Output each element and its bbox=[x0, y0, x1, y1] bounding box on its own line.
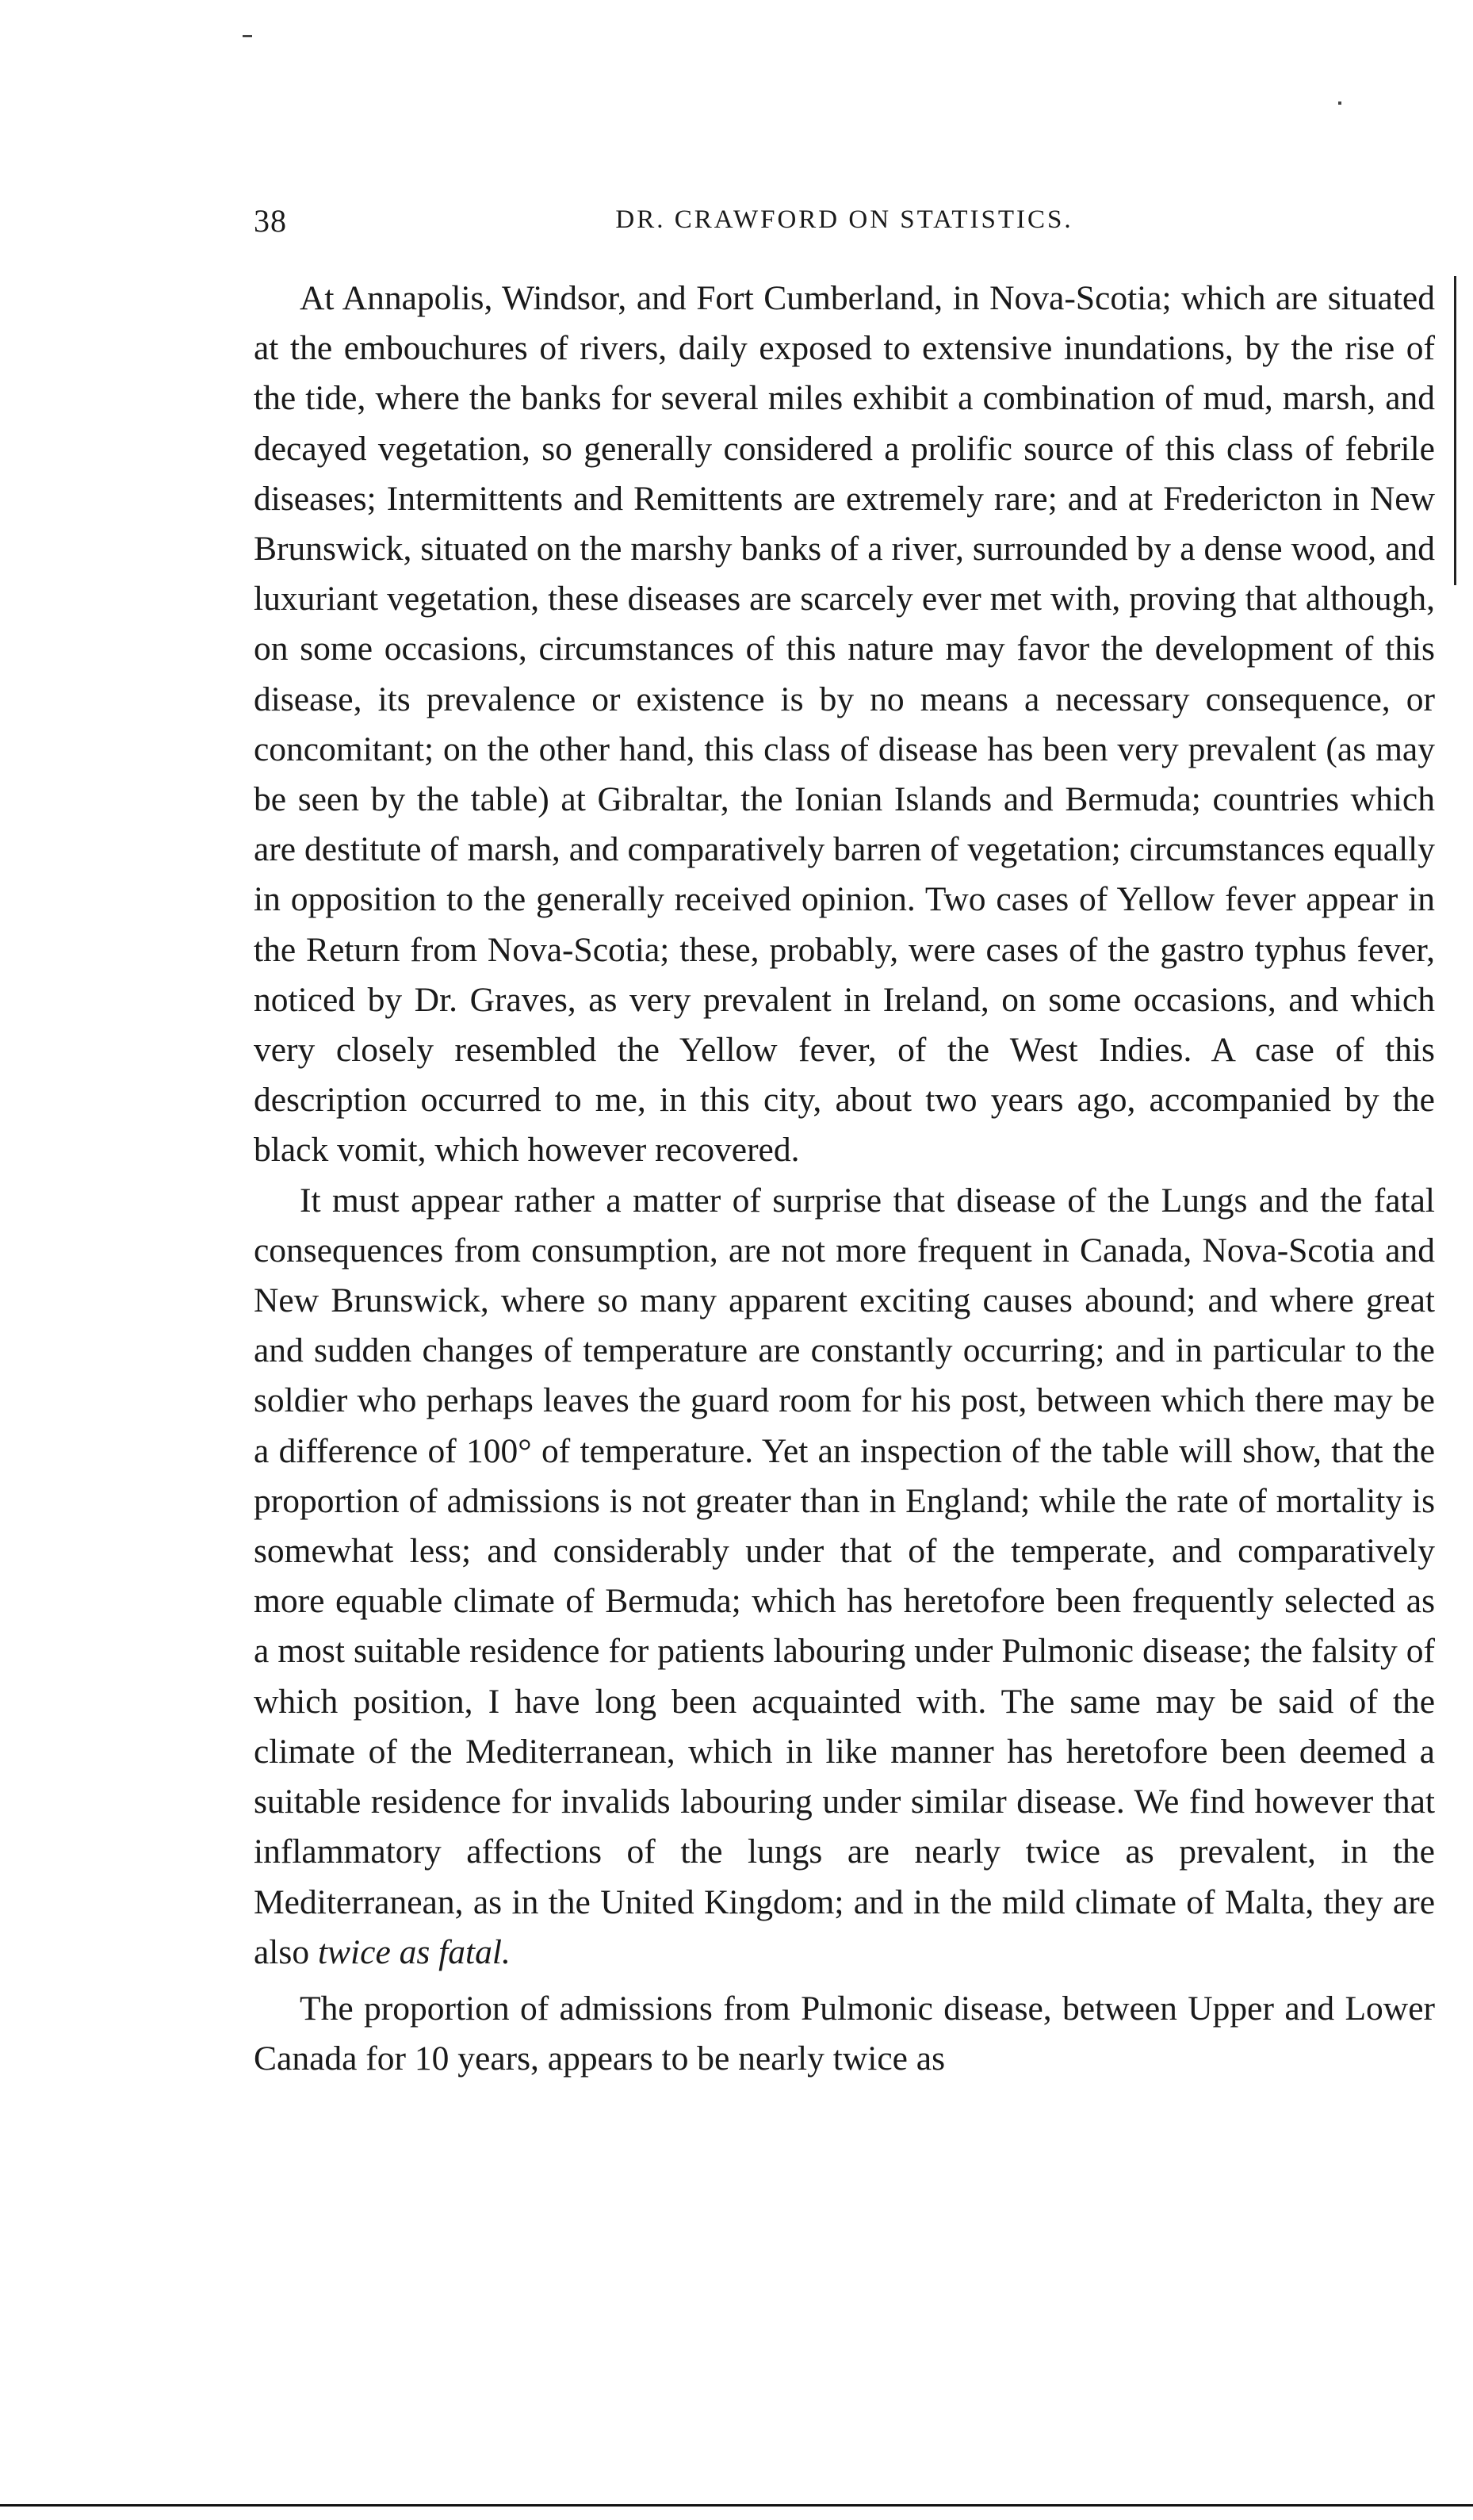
italic-emphasis: twice as fatal. bbox=[317, 1932, 511, 1971]
paragraph: At Annapolis, Windsor, and Fort Cumberland, in Nova-Scotia; which are situated at the embouchures of rivers, daily exposed to extensive inundations, by the rise of the tide, where the banks for several miles exhibit a combination of mud, marsh, and decayed vegetation, so generally considered a prolific source of this class of febrile diseases; Intermittents and Remittents are extremely rare; and at Fredericton in New Brunswick, situated on the marshy banks of a river, surrounded by a dense wood, and luxuriant vegetation, these diseases are scarcely ever met with, proving that although, on some occasions, circumstances of this nature may favor the development of this disease, its prevalence or existence is by no means a necessary consequence, or concomitant; on the other hand, this class of disease has been very prevalent (as may be seen by the table) at Gibraltar, the Ionian Islands and Bermuda; countries which are destitute of marsh, and comparatively barren of vegetation; circumstances equally in opposition to the generally received opinion. Two cases of Yellow fever appear in the Return from Nova-Scotia; these, probably, were cases of the gastro typhus fever, noticed by Dr. Graves, as very prevalent in Ireland, on some occasions, and which very closely resembled the Yellow fever, of the West Indies. A case of this description occurred to me, in this city, about two years ago, accompanied by the black vomit, which however recovered. bbox=[254, 279, 1435, 1170]
scan-edge bbox=[0, 2504, 1473, 2507]
running-head: DR. CRAWFORD ON STATISTICS. bbox=[615, 205, 1073, 234]
margin-rule bbox=[1454, 276, 1456, 585]
page-number: 38 bbox=[254, 203, 287, 239]
scan-speck bbox=[1338, 101, 1341, 105]
scan-speck bbox=[243, 35, 252, 37]
paragraph-tail: they are also bbox=[254, 1882, 1436, 1971]
paragraph: The proportion of admissions from Pulmonic disease, between Upper and Lower Canada for 10 years, appears to be nearly twice as bbox=[254, 1989, 1435, 2078]
body-text bbox=[254, 274, 1435, 2084]
paragraph bbox=[254, 1176, 1435, 1978]
paragraph-text: It must appear rather a matter of surprise that disease of the Lungs and the fatal consequences from consumption, are not more frequent in Canada, Nova-Scotia and New Brunswick, where so many apparent exciting causes abound; and where great and sudden changes of temperature are constantly occurring; and in particular to the soldier who perhaps leaves the guard room for his post, between which there may be a difference of 100° of temperature. Yet an inspection of the table will show, that the proportion of admissions is not greater than in England; while the rate of mortality is somewhat less; and considerably under that of the temperate, and comparatively more equable climate of Bermuda; which has heretofore been frequently selected as a most suitable residence for patients labouring under Pulmonic disease; the falsity of which position, I have long been acquainted with. The same may be said of the climate of the Mediterranean, which in like manner has heretofore been deemed a suitable residence for invalids labouring under similar disease. We find however that inflammatory affections of the lungs are nearly twice as prevalent, in the Mediterranean, as in the United Kingdom; and in the mild climate of Malta, bbox=[254, 1181, 1435, 1921]
page-header bbox=[254, 202, 1435, 250]
